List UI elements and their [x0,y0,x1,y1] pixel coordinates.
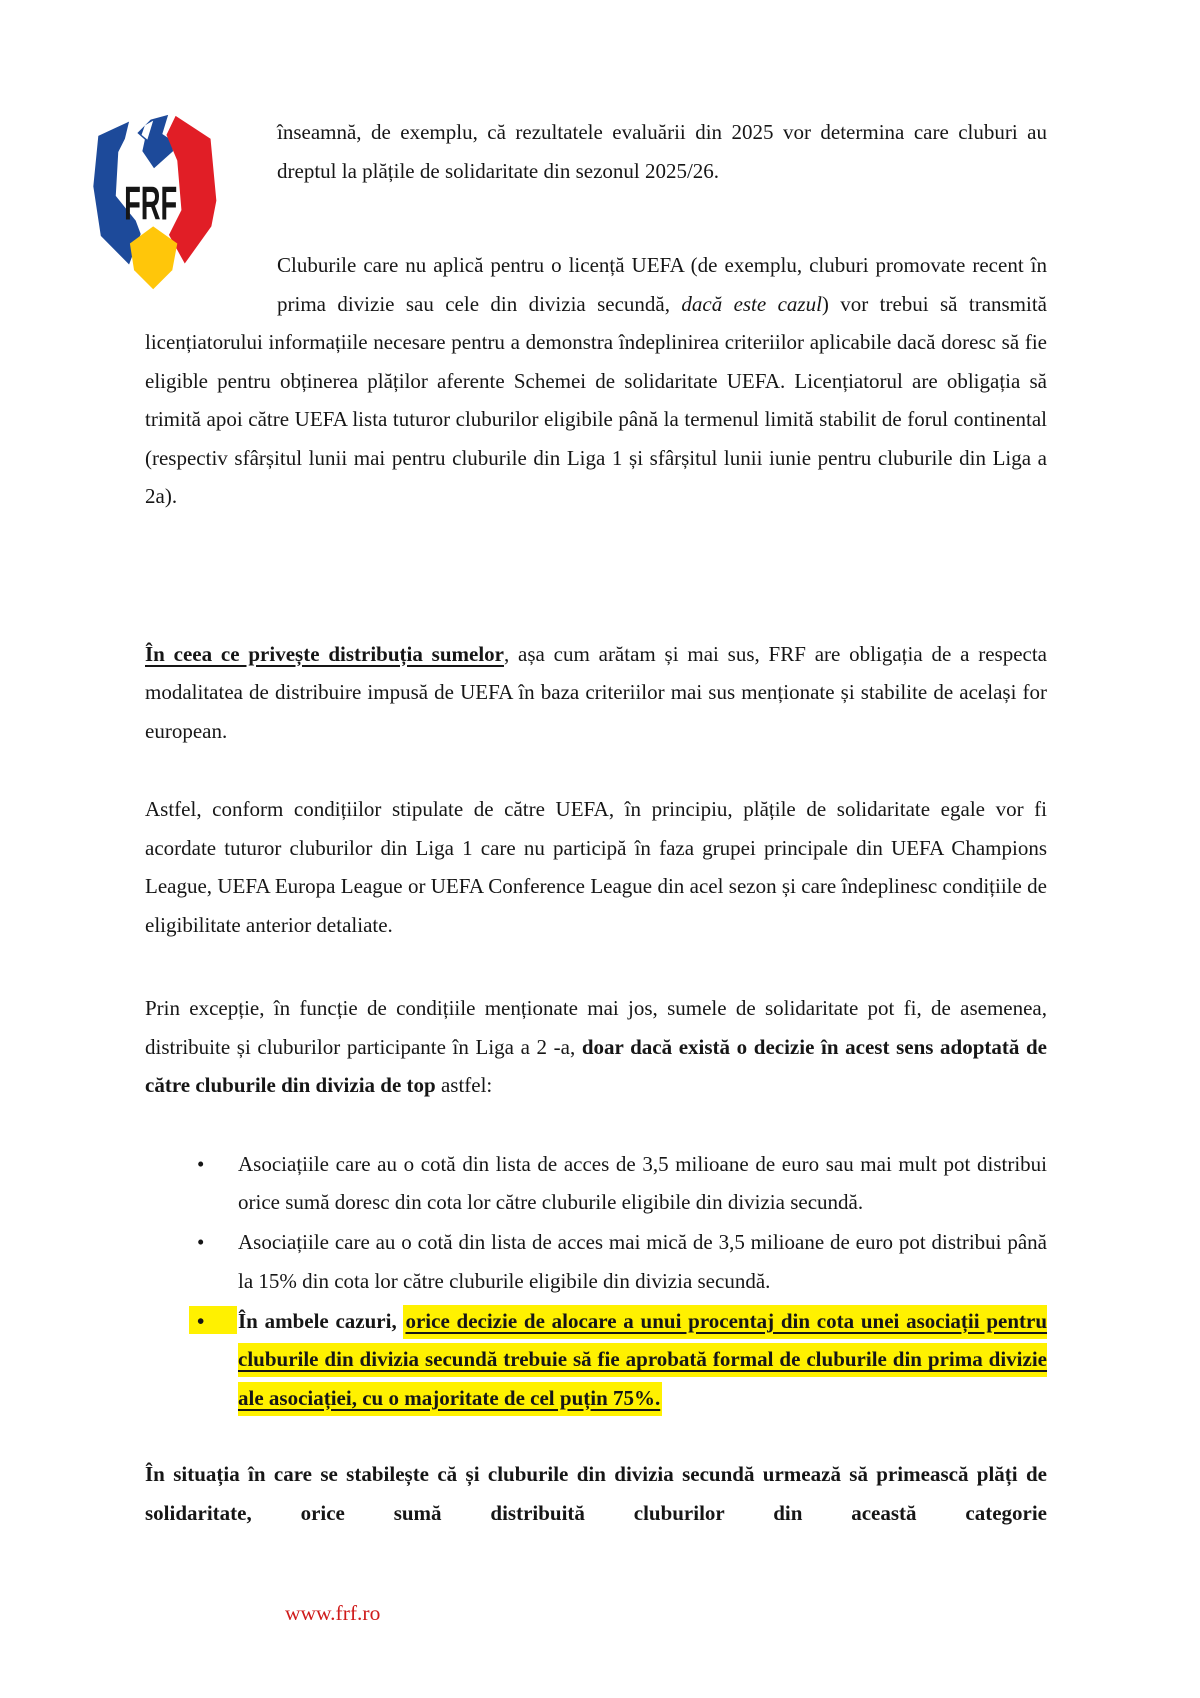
bullet-icon-highlighted: • [197,1302,233,1341]
bullet-item-approval-rule [145,1302,1047,1418]
bullet-icon: • [197,1230,205,1254]
frf-crest-icon [90,113,223,294]
paragraph-solidarity-conditions: Astfel, conform condițiilor stipulate de către UEFA, în principiu, plățile de solidaritate egale vor fi acordate tuturor cluburilor din Liga 1 care nu participă în faza grupei principale din UEFA Champions League, UEFA Europa League or UEFA Conference League din acel sezon și care îndeplinesc condițiile de eligibilitate anterior detaliate. [145,797,1047,937]
bullet-icon: • [197,1151,205,1176]
paragraph-second-division-payments: În situația în care se stabilește că și cluburile din divizia secundă urmează să primească plăți de solidaritate, orice sumă distribuită cluburilor din această categorie [145,1462,1047,1525]
bullet-item-quota-over-3-5m [145,1145,1047,1222]
bullet-text: Asociațiile care au o cotă din lista de acces mai mică de 3,5 milioane de euro pot distribui până la 15% din cota lor către cluburile eligibile din divizia secundă. [238,1230,1047,1293]
paragraph-evaluation-intro: înseamnă, de exemplu, că rezultatele evaluării din 2025 vor determina care cluburi au dreptul la plățile de solidaritate din sezonul 2025/26. [277,120,1047,183]
licensing-text-italic: dacă este cazul [681,291,822,316]
licensing-text-post: ) vor trebui să transmită licențiatorului informațiile necesare pentru a demonstra îndeplinirea criteriilor aplicabile dacă doresc să fie eligible pentru obținerea plăților aferente Schemei de solidaritate UEFA. Licențiatorul are obligația să trimită apoi către UEFA lista tuturor cluburilor eligibile până la termenul limită stabilit de forul continental (respectiv sfârșitul lunii mai pentru cluburile din Liga 1 și sfârșitul lunii iunie pentru cluburile din Liga a 2a). [145,291,1048,508]
exception-text-bold: doar dacă există o decizie în acest sens adoptată de către cluburile din divizia de top [145,1034,1047,1097]
page-footer [285,1594,380,1633]
paragraph-distribution-heading [145,635,1047,751]
paragraph-exception [145,989,1047,1105]
bullet-list [145,1145,1047,1418]
frf-logo-text: FRF [124,178,178,231]
bullet-text-highlighted: orice decizie de alocare a unui procentaj din cota unei asociații pentru cluburile din divizia secundă trebuie să fie aprobată formal de cluburile din prima divizie ale asociației, cu o majoritate de cel puțin 75%. [238,1305,1047,1416]
distribution-heading-rest: , așa cum arătam și mai sus, FRF are obligația de a respecta modalitatea de distribuire impusă de UEFA în baza criteriilor mai sus menționate și stabilite de același for european. [145,641,1047,743]
frf-logo [90,113,223,294]
exception-text-post: astfel: [435,1073,493,1097]
licensing-text-pre: Cluburile care nu aplică pentru o licență UEFA (de exemplu, cluburi promovate recent în prima divizie sau cele din divizia secundă, [277,253,1047,316]
paragraph-licensing [145,246,1047,516]
distribution-heading-lead: În ceea ce privește distribuția sumelor [145,641,504,666]
bullet-item-quota-under-3-5m [145,1223,1047,1300]
exception-text-pre: Prin excepție, în funcție de condițiile menționate mai jos, sumele de solidaritate pot fi, de asemenea, distribuite și cluburilor participante în Liga a 2 -a, [145,996,1047,1059]
footer-link[interactable]: www.frf.ro [285,1601,381,1625]
bullet-text: Asociațiile care au o cotă din lista de acces de 3,5 milioane de euro sau mai mult pot distribui orice sumă doresc din cota lor către cluburile eligibile din divizia secundă. [238,1151,1047,1214]
bullet-text-lead: În ambele cazuri, [238,1308,404,1333]
